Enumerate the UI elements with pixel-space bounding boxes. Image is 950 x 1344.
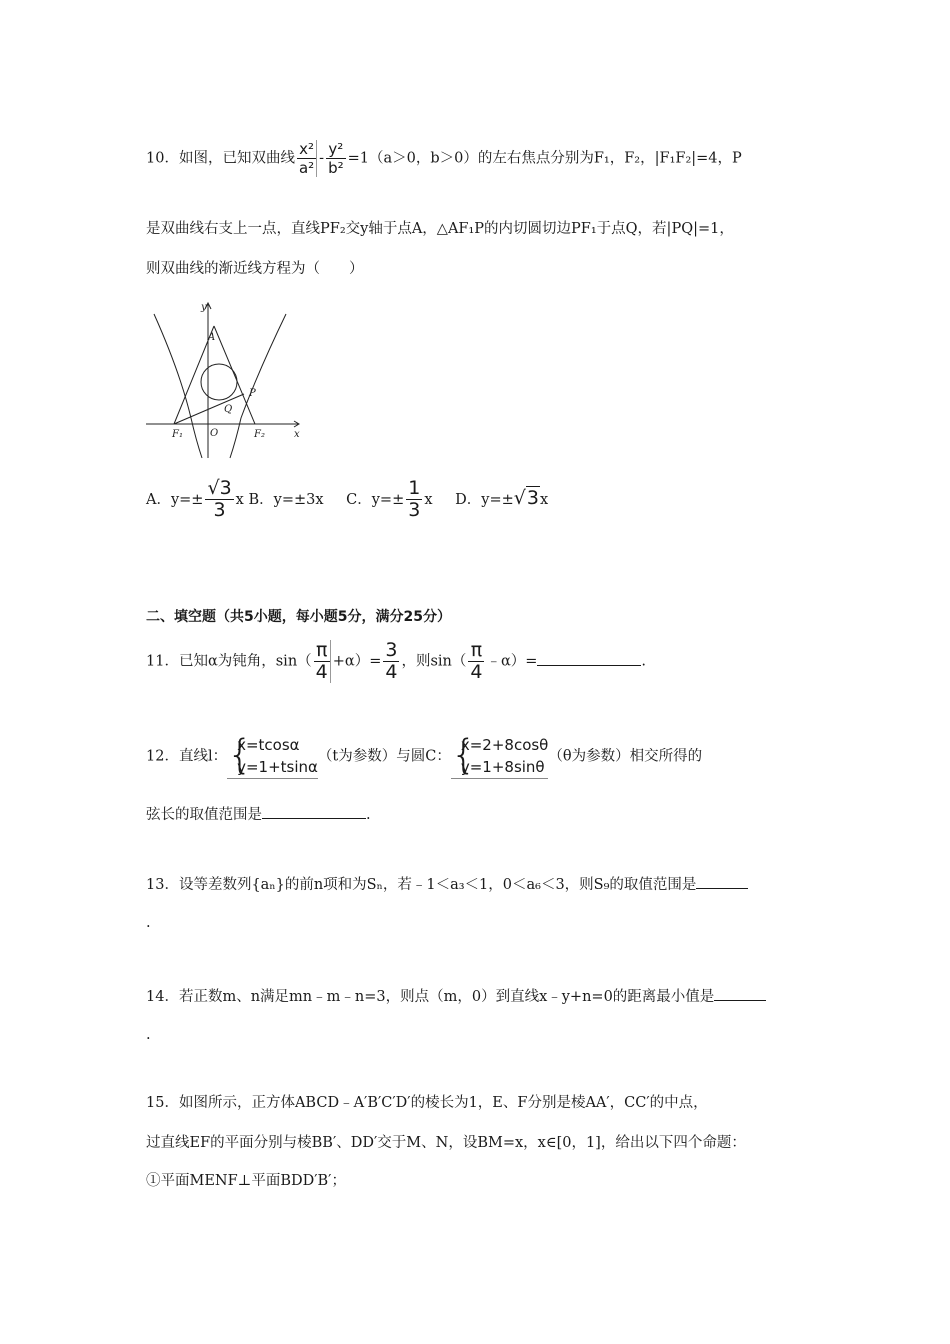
left-brace-icon: { — [227, 732, 253, 778]
label-q: Q — [224, 404, 233, 415]
q11-prefix: 11．已知α为钝角，sin（ — [146, 653, 312, 670]
label-a: A — [208, 332, 216, 343]
q12-sys1-row1: x=tcosα — [237, 736, 300, 754]
q10-fraction-y — [326, 140, 346, 177]
option-c — [346, 477, 433, 521]
option-d-sqrt: √3 — [513, 486, 539, 509]
q11-f3-num: π — [468, 640, 484, 662]
q10-line1 — [146, 140, 742, 177]
q10-minus: - — [319, 150, 325, 167]
option-a-prefix: A．y=± — [146, 491, 204, 508]
q10-intro: 如图，已知双曲线 — [178, 150, 295, 167]
line-a-f2 — [214, 326, 255, 424]
q14-end: . — [146, 1027, 151, 1043]
label-f1: F₁ — [172, 429, 183, 440]
q10-condition: =1（a＞0，b＞0）的左右焦点分别为F₁，F₂，|F₁F₂|=4，P — [347, 150, 742, 167]
q12-prefix: 12．直线l： — [146, 748, 228, 765]
q12-line-equations — [227, 734, 318, 779]
hyperbola-diagram — [146, 300, 306, 460]
q13-line1 — [146, 876, 748, 893]
q11-mid2: ，则sin（ — [401, 653, 467, 670]
option-c-suffix: x — [424, 491, 433, 508]
option-c-prefix: C．y=± — [346, 491, 405, 508]
option-d-prefix: D．y=± — [455, 491, 514, 508]
q12-suffix: （θ为参数）相交所得的 — [548, 748, 703, 765]
q12-end: . — [366, 807, 371, 823]
q10-line2: 是双曲线右支上一点，直线PF₂交y轴于点A，△AF₁P的内切圆切边PF₁于点Q，若|PQ|=1， — [146, 221, 734, 237]
q12-line2-text: 弦长的取值范围是 — [146, 807, 262, 823]
label-y: y — [201, 302, 207, 313]
q12-circle-equations — [451, 734, 549, 779]
q14-text: 14．若正数m、n满足mn﹣m﹣n=3，则点（m，0）到直线x﹣y+n=0的距离最小值是 — [146, 989, 715, 1005]
q11-f1-den: 4 — [315, 661, 328, 683]
q11-f2-den: 4 — [385, 661, 398, 683]
option-a — [146, 477, 244, 521]
incircle — [201, 364, 237, 400]
q12-answer-blank[interactable] — [262, 806, 366, 819]
q10-fraction-x — [297, 140, 317, 177]
option-a-suffix: x — [235, 491, 244, 508]
q12-sys2-row2: y=1+8sinθ — [460, 758, 545, 776]
q14-line1 — [146, 988, 766, 1005]
q10-line3: 则双曲线的渐近线方程为（ ） — [146, 261, 364, 277]
q12-sys2-row1: x=2+8cosθ — [460, 736, 549, 754]
q11-f3-den: 4 — [470, 661, 483, 683]
q11-line — [146, 640, 646, 683]
q12-line1 — [146, 734, 702, 779]
q14-answer-blank[interactable] — [714, 988, 766, 1001]
option-a-den: 3 — [213, 499, 226, 521]
q11-suffix: ﹣α）= — [486, 653, 538, 670]
section-heading: 二、填空题（共5小题，每小题5分，满分25分） — [146, 609, 451, 625]
label-o: O — [210, 428, 219, 439]
left-brace-icon: { — [450, 732, 477, 778]
q11-f2-num: 3 — [385, 639, 398, 661]
q13-answer-blank[interactable] — [696, 876, 748, 889]
q11-frac-pi-4-b — [468, 640, 484, 683]
option-c-fraction — [406, 478, 422, 521]
q11-frac-3-4 — [383, 640, 399, 683]
option-b: B．y=±3x — [248, 491, 324, 508]
option-c-den: 3 — [408, 499, 421, 521]
q10-frac1-num: x² — [297, 140, 316, 159]
q11-mid1: +α）= — [332, 653, 382, 670]
q10-frac2-num: y² — [326, 140, 346, 159]
q11-frac-pi-4-a — [314, 640, 331, 683]
q11-f1-num: π — [314, 640, 330, 662]
option-a-num: √3 — [207, 477, 232, 499]
option-d-suffix: x — [539, 491, 549, 508]
q13-end: . — [146, 915, 151, 931]
q15-line1: 15．如图所示，正方体ABCD﹣A′B′C′D′的棱长为1，E、F分别是棱AA′，CC′的中点， — [146, 1095, 708, 1111]
q11-end: . — [641, 653, 647, 670]
q12-mid: （t为参数）与圆C： — [317, 748, 451, 765]
label-x: x — [294, 429, 300, 440]
q10-number: 10． — [146, 150, 179, 167]
label-f2: F₂ — [254, 429, 265, 440]
option-a-fraction — [205, 478, 233, 521]
q15-line3: ①平面MENF⊥平面BDD′B′； — [146, 1173, 346, 1189]
label-p: P — [249, 388, 256, 399]
hyperbola-figure — [146, 300, 306, 464]
option-d — [455, 486, 549, 509]
q10-frac1-den: a² — [298, 159, 315, 177]
option-c-num: 1 — [408, 477, 421, 499]
q11-answer-blank[interactable] — [537, 653, 641, 666]
q10-options — [146, 478, 548, 521]
q13-text: 13．设等差数列{aₙ}的前n项和为Sₙ，若﹣1＜a₃＜1，0＜a₆＜3，则S₉的取值范围是 — [146, 877, 697, 893]
q10-frac2-den: b² — [328, 159, 344, 177]
q12-line2 — [146, 806, 371, 823]
q12-sys1-row2: y=1+tsinα — [237, 758, 318, 776]
q15-line2: 过直线EF的平面分别与棱BB′、DD′交于M、N，设BM=x，x∈[0，1]，给出以下四个命题： — [146, 1135, 746, 1151]
option-d-radicand: 3 — [526, 486, 539, 509]
